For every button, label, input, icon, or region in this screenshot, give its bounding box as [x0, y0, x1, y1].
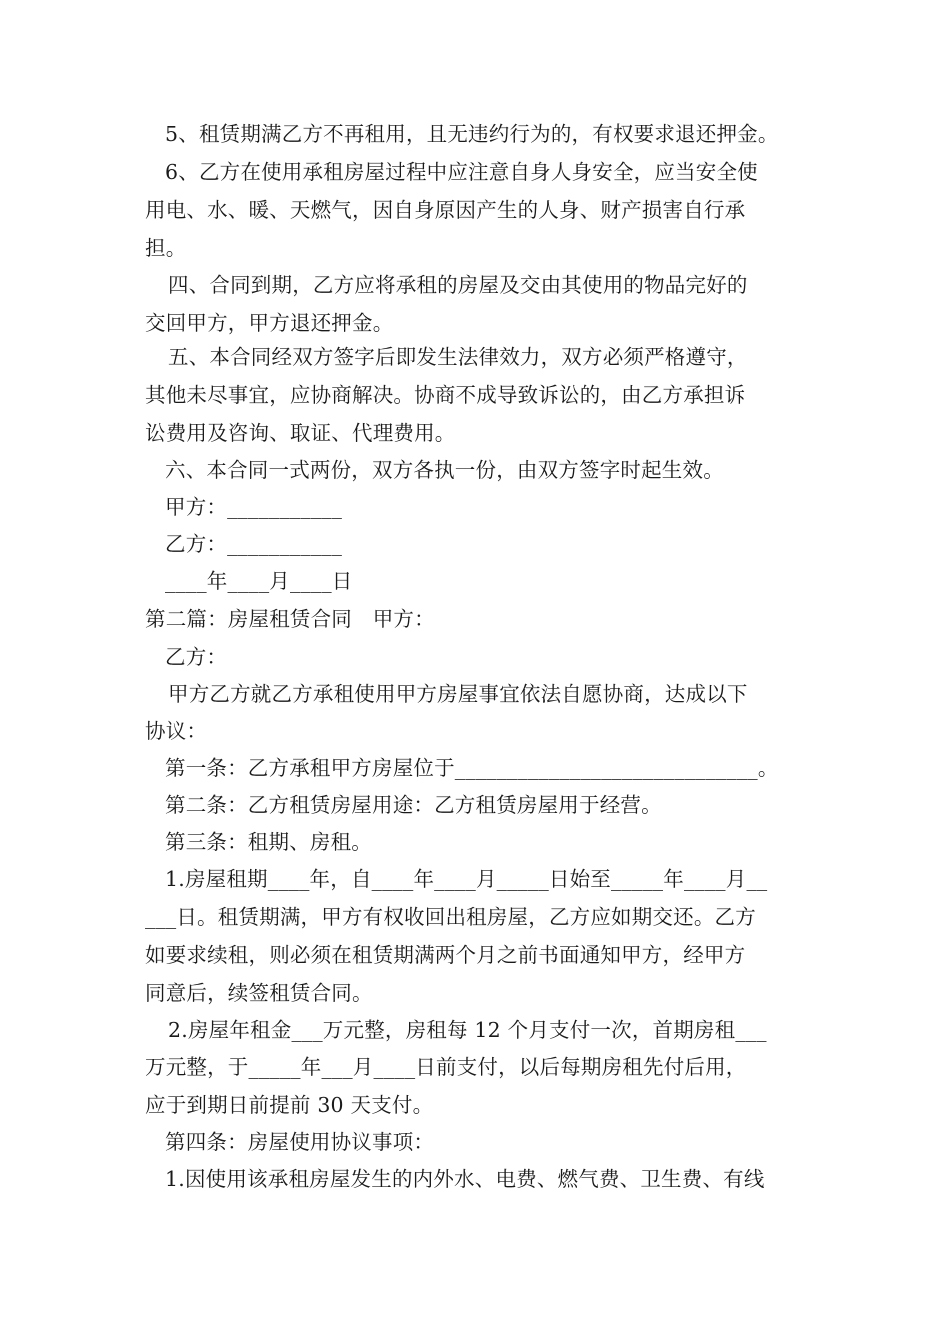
paragraph-line: 第四条：房屋使用协议事项：	[165, 1130, 435, 1154]
paragraph-line: 用电、水、暖、天燃气，因自身原因产生的人身、财产损害自行承	[145, 198, 746, 222]
paragraph-line: 1.因使用该承租房屋发生的内外水、电费、燃气费、卫生费、有线	[165, 1167, 765, 1191]
paragraph-line: 5、租赁期满乙方不再租用，且无违约行为的，有权要求退还押金。	[165, 122, 779, 146]
paragraph-line: 五、本合同经双方签字后即发生法律效力，双方必须严格遵守，	[168, 345, 748, 369]
paragraph-line: 交回甲方，甲方退还押金。	[145, 311, 394, 335]
paragraph-line: 万元整，于_____年___月____日前支付，以后每期房租先付后用，	[145, 1055, 747, 1079]
paragraph-line: 第三条：租期、房租。	[165, 830, 372, 854]
paragraph-line: 担。	[145, 236, 187, 260]
paragraph-line: 讼费用及咨询、取证、代理费用。	[145, 421, 456, 445]
paragraph-line: 2.房屋年租金___万元整，房租每 12 个月支付一次，首期房租___	[168, 1018, 767, 1042]
paragraph-line: 第二条：乙方租赁房屋用途：乙方租赁房屋用于经营。	[165, 793, 662, 817]
paragraph-line: 6、乙方在使用承租房屋过程中应注意自身人身安全，应当安全使	[165, 160, 758, 184]
paragraph-line: ___日。租赁期满，甲方有权收回出租房屋，乙方应如期交还。乙方	[145, 905, 756, 929]
paragraph-line: 甲方乙方就乙方承租使用甲方房屋事宜依法自愿协商，达成以下	[168, 682, 748, 706]
paragraph-line: 协议：	[145, 719, 208, 743]
paragraph-line: 乙方：	[165, 645, 228, 669]
paragraph-line: 四、合同到期，乙方应将承租的房屋及交由其使用的物品完好的	[168, 273, 748, 297]
paragraph-line: 如要求续租，则必须在租赁期满两个月之前书面通知甲方，经甲方	[145, 943, 746, 967]
signature-line-party-a: 甲方：___________	[165, 495, 343, 519]
paragraph-line: 同意后，续签租赁合同。	[145, 981, 373, 1005]
paragraph-line: 第一条：乙方承租甲方房屋位于_____________________________。	[165, 756, 779, 780]
paragraph-line: 应于到期日前提前 30 天支付。	[145, 1093, 434, 1117]
section-title: 第二篇：房屋租赁合同 甲方：	[145, 607, 435, 631]
date-line: ____年____月____日	[165, 569, 353, 593]
signature-line-party-b: 乙方：___________	[165, 532, 343, 556]
paragraph-line: 六、本合同一式两份，双方各执一份，由双方签字时起生效。	[165, 458, 724, 482]
paragraph-line: 1.房屋租期____年，自____年____月_____日始至_____年____月__	[165, 867, 768, 891]
paragraph-line: 其他未尽事宜，应协商解决。协商不成导致诉讼的，由乙方承担诉	[145, 383, 746, 407]
